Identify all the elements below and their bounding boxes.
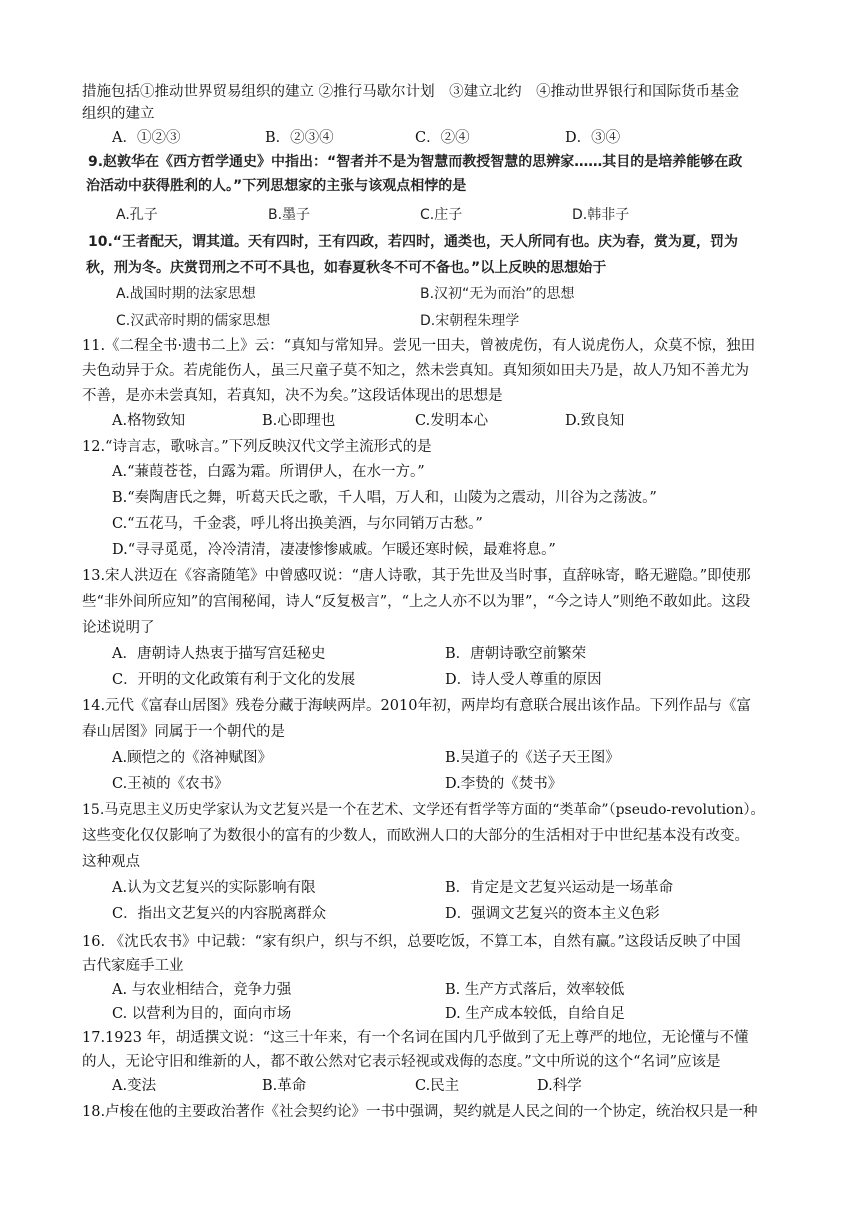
option-a: A.“蒹葭苍苍，白露为霜。所谓伊人，在水一方。” [112, 464, 425, 480]
option-a: A．①②③ [112, 130, 181, 146]
question-12-text: 12.“诗言志，歌咏言。”下列反映汉代文学主流形式的是 [82, 439, 432, 455]
question-10-text: 10.“王者配天，谓其道。天有四时，王有四政，若四时，通类也，天人所同有也。庆为春，赏为夏，罚为 [88, 234, 738, 250]
option-b: B.吴道子的《送子天王图》 [445, 750, 620, 766]
option-c: C.民主 [415, 1078, 460, 1094]
question-10-text: 秋，刑为冬。庆赏罚刑之不可不具也，如春夏秋冬不可不备也。”以上反映的思想始于 [86, 260, 607, 276]
option-d: D.科学 [537, 1078, 582, 1094]
option-d: D.致良知 [565, 413, 625, 429]
question-16-text: 古代家庭手工业 [82, 958, 184, 974]
option-c: C.“五花马，千金裘，呼儿将出换美酒，与尔同销万古愁。” [112, 516, 483, 532]
question-15-text: 这些变化仅仅影响了为数很小的富有的少数人，而欧洲人口的大部分的生活相对于中世纪基本没有改变。 [82, 828, 749, 844]
question-11-text: 不善，是亦未尝真知，若真知，决不为矣。”这段话体现出的思想是 [82, 388, 503, 404]
option-c: C.汉武帝时期的儒家思想 [116, 313, 271, 329]
option-b: B.革命 [262, 1078, 307, 1094]
option-c: C.发明本心 [415, 413, 489, 429]
question-14-text: 14.元代《富春山居图》残卷分藏于海峡两岸。2010年初，两岸均有意联合展出该作品。下列作品与《富 [82, 698, 751, 714]
option-b: B．肯定是文艺复兴运动是一场革命 [445, 880, 674, 896]
option-b: B．唐朝诗歌空前繁荣 [445, 646, 587, 662]
option-d: D.“寻寻觅觅，冷冷清清，凄凄惨惨戚戚。乍暖还寒时候，最难将息。” [112, 542, 556, 558]
option-c: C．指出文艺复兴的内容脱离群众 [112, 906, 327, 922]
question-17-text: 的人，无论守旧和维新的人，都不敢公然对它表示轻视或戏侮的态度。”文中所说的这个“名词”应该是 [82, 1054, 721, 1070]
option-d: D. 生产成本较低，自给自足 [445, 1006, 625, 1022]
option-b: B.墨子 [268, 207, 311, 223]
option-b: B.心即理也 [262, 413, 336, 429]
option-b: B.“奏陶唐氏之舞，听葛天氏之歌，千人唱，万人和，山陵为之震动，川谷为之荡波。” [112, 490, 657, 506]
option-c: C．②④ [415, 130, 470, 146]
option-b: B．②③④ [265, 130, 334, 146]
option-c: C. 以营利为目的，面向市场 [112, 1006, 292, 1022]
question-13-text: 论述说明了 [82, 620, 155, 636]
option-b: B.汉初“无为而治”的思想 [420, 286, 575, 302]
question-15-text: 这种观点 [82, 854, 140, 870]
option-d: D.韩非子 [572, 207, 630, 223]
option-c: C.庄子 [420, 207, 463, 223]
question-18-text: 18.卢梭在他的主要政治著作《社会契约论》一书中强调，契约就是人民之间的一个协定，统治权只是一种 [82, 1104, 758, 1120]
question-11-text: 夫色动异于众。若虎能伤人，虽三尺童子莫不知之，然未尝真知。真知须如田夫乃是，故人乃知不善尤为 [82, 363, 749, 379]
option-a: A.格物致知 [112, 413, 186, 429]
option-b: B. 生产方式落后，效率较低 [445, 982, 625, 998]
option-c: C．开明的文化政策有利于文化的发展 [112, 672, 356, 688]
option-d: D．强调文艺复兴的资本主义色彩 [445, 906, 660, 922]
question-9-text: 治活动中获得胜利的人。”下列思想家的主张与该观点相悖的是 [86, 178, 467, 194]
option-a: A. 与农业相结合，竞争力强 [112, 982, 292, 998]
option-d: D.宋朝程朱理学 [420, 313, 520, 329]
question-17-text: 17.1923 年，胡适撰文说：“这三十年来，有一个名词在国内几乎做到了无上尊严的地位，无论懂与不懂 [82, 1030, 749, 1046]
option-a: A.认为文艺复兴的实际影响有限 [112, 880, 316, 896]
question-16-text: 16. 《沈氏农书》中记载：“家有织户，织与不织，总要吃饭，不算工本，自然有赢。”这段话反映了中国 [82, 934, 741, 950]
question-text: 组织的建立 [82, 106, 155, 122]
option-d: D．③④ [565, 130, 621, 146]
question-text: 措施包括①推动世界贸易组织的建立 ②推行马歇尔计划 ③建立北约 ④推动世界银行和国际货币基金 [82, 84, 740, 100]
option-d: D.李贽的《焚书》 [445, 776, 563, 792]
question-15-text: 15.马克思主义历史学家认为文艺复兴是一个在艺术、文学还有哲学等方面的“类革命”（pseudo-revolution）。 [82, 802, 765, 818]
question-11-text: 11.《二程全书·遗书二上》云：“真知与常知异。尝见一田夫，曾被虎伤，有人说虎伤人，众莫不惊，独田 [82, 338, 756, 354]
question-9-text: 9.赵敦华在《西方哲学通史》中指出：“智者并不是为智慧而教授智慧的思辨家……其目的是培养能够在政 [88, 154, 743, 170]
option-a: A.战国时期的法家思想 [116, 286, 256, 302]
option-a: A.顾恺之的《洛神赋图》 [112, 750, 273, 766]
option-a: A.变法 [112, 1078, 157, 1094]
option-a: A.孔子 [116, 207, 158, 223]
option-c: C.王祯的《农书》 [112, 776, 229, 792]
option-d: D．诗人受人尊重的原因 [445, 672, 602, 688]
question-13-text: 些“非外间所应知”的宫闱秘闻，诗人“反复极言”，“上之人亦不以为罪”，“今之诗人”则绝不敢如此。这段 [82, 594, 751, 610]
question-14-text: 春山居图》同属于一个朝代的是 [82, 724, 285, 740]
option-a: A．唐朝诗人热衷于描写宫廷秘史 [112, 646, 326, 662]
question-13-text: 13.宋人洪迈在《容斋随笔》中曾感叹说：“唐人诗歌，其于先世及当时事，直辞咏寄，略无避隐。”即使那 [82, 568, 751, 584]
